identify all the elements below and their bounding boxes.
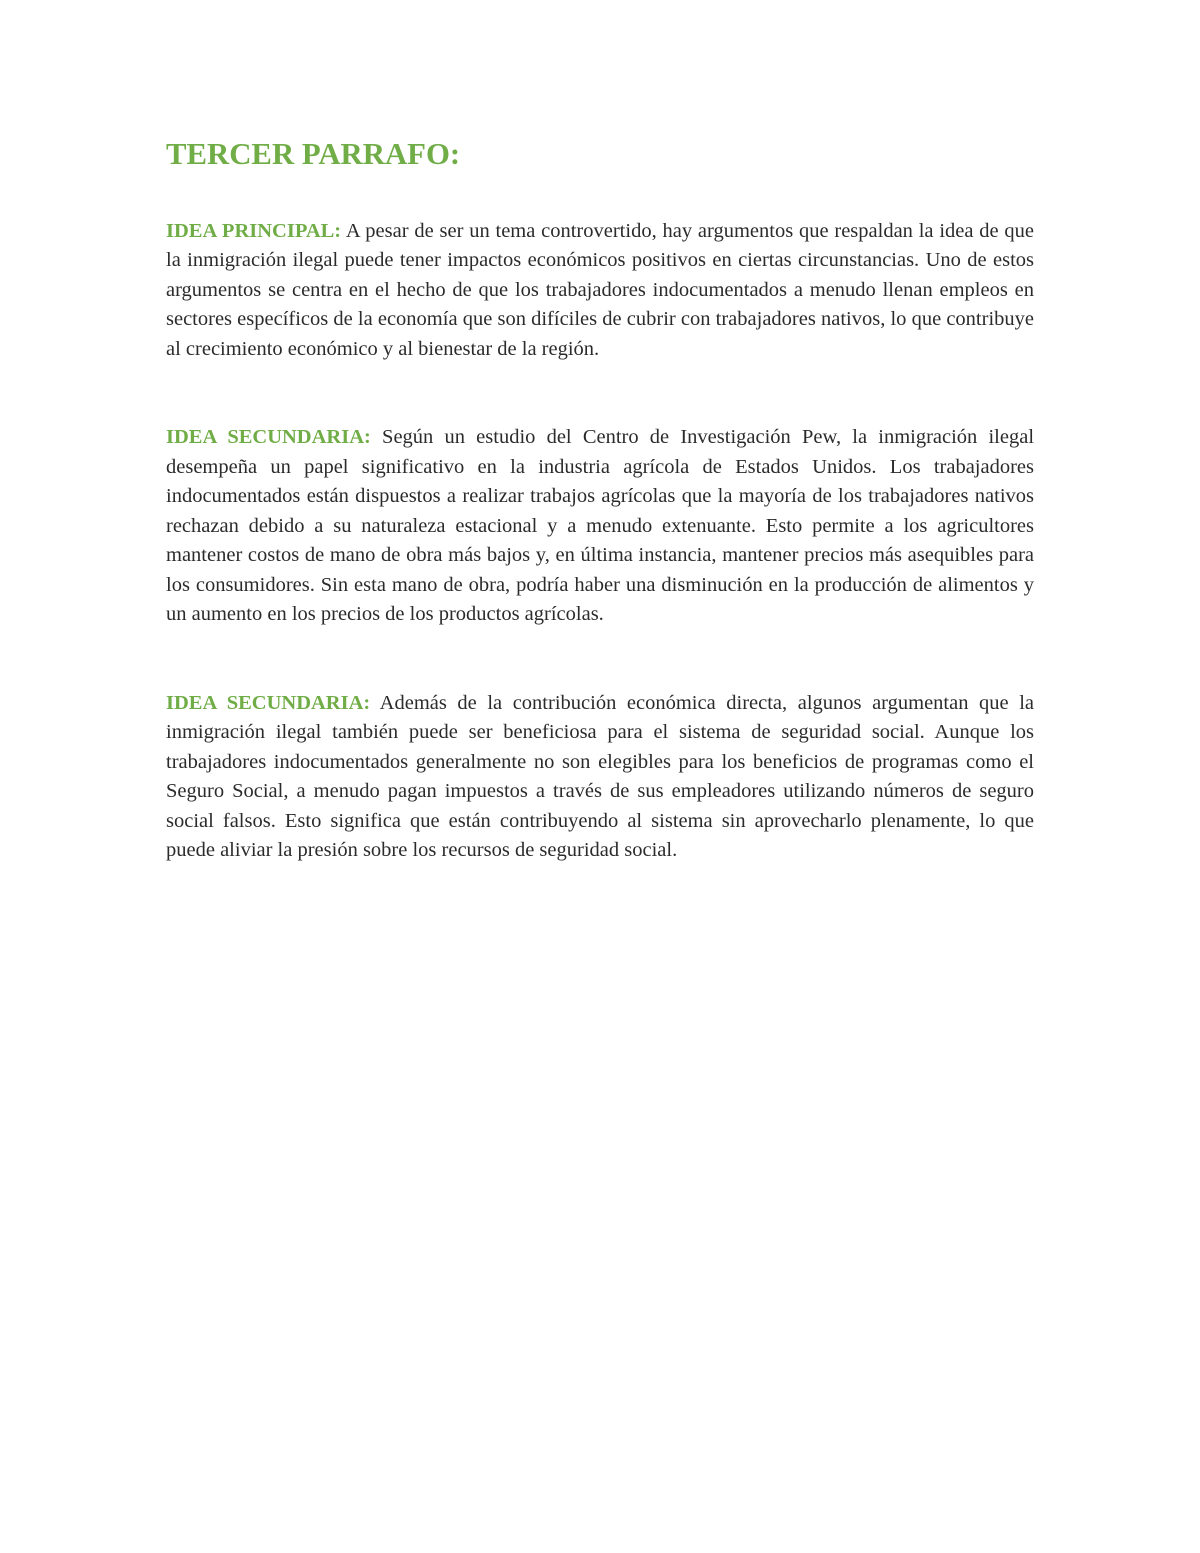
paragraph-text: Según un estudio del Centro de Investigación Pew, la inmigración ilegal desempeña un papel significativo en la industria agrícola de Estados Unidos. Los trabajadores indocumentados están dispuestos a realizar trabajos agrícolas que la mayoría de los trabajadores nativos rechazan debido a su naturaleza estacional y a menudo extenuante. Esto permite a los agricultores mantener costos de mano de obra más bajos y, en última instancia, mantener precios más asequibles para los consumidores. Sin esta mano de obra, podría haber una disminución en la producción de alimentos y un aumento en los precios de los productos agrícolas. [166, 426, 1035, 625]
paragraph-idea-secundaria-2 [166, 689, 1034, 866]
paragraph-label: IDEA SECUNDARIA: [166, 426, 371, 448]
section-heading: TERCER PARRAFO: [166, 137, 461, 171]
paragraph-text: A pesar de ser un tema controvertido, hay argumentos que respaldan la idea de que la inmigración ilegal puede tener impactos económicos positivos en ciertas circunstancias. Uno de estos argumentos se centra en el hecho de que los trabajadores indocumentados a menudo llenan empleos en sectores específicos de la economía que son difíciles de cubrir con trabajadores nativos, lo que contribuye al crecimiento económico y al bienestar de la región. [166, 219, 1035, 360]
document-page [166, 137, 1035, 866]
paragraph-label: IDEA PRINCIPAL: [166, 219, 342, 242]
paragraph-text: Además de la contribución económica directa, algunos argumentan que la inmigración ilegal también puede ser beneficiosa para el sistema de seguridad social. Aunque los trabajadores indocumentados generalmente no son elegibles para los beneficios de programas como el Seguro Social, a menudo pagan impuestos a través de sus empleadores utilizando números de seguro social falsos. Esto significa que están contribuyendo al sistema sin aprovecharlo plenamente, lo que puede aliviar la presión sobre los recursos de seguridad social. [166, 691, 1035, 861]
paragraph-idea-secundaria-1 [166, 423, 1034, 630]
paragraph-label: IDEA SECUNDARIA: [166, 691, 371, 714]
paragraph-idea-principal [166, 217, 1034, 365]
